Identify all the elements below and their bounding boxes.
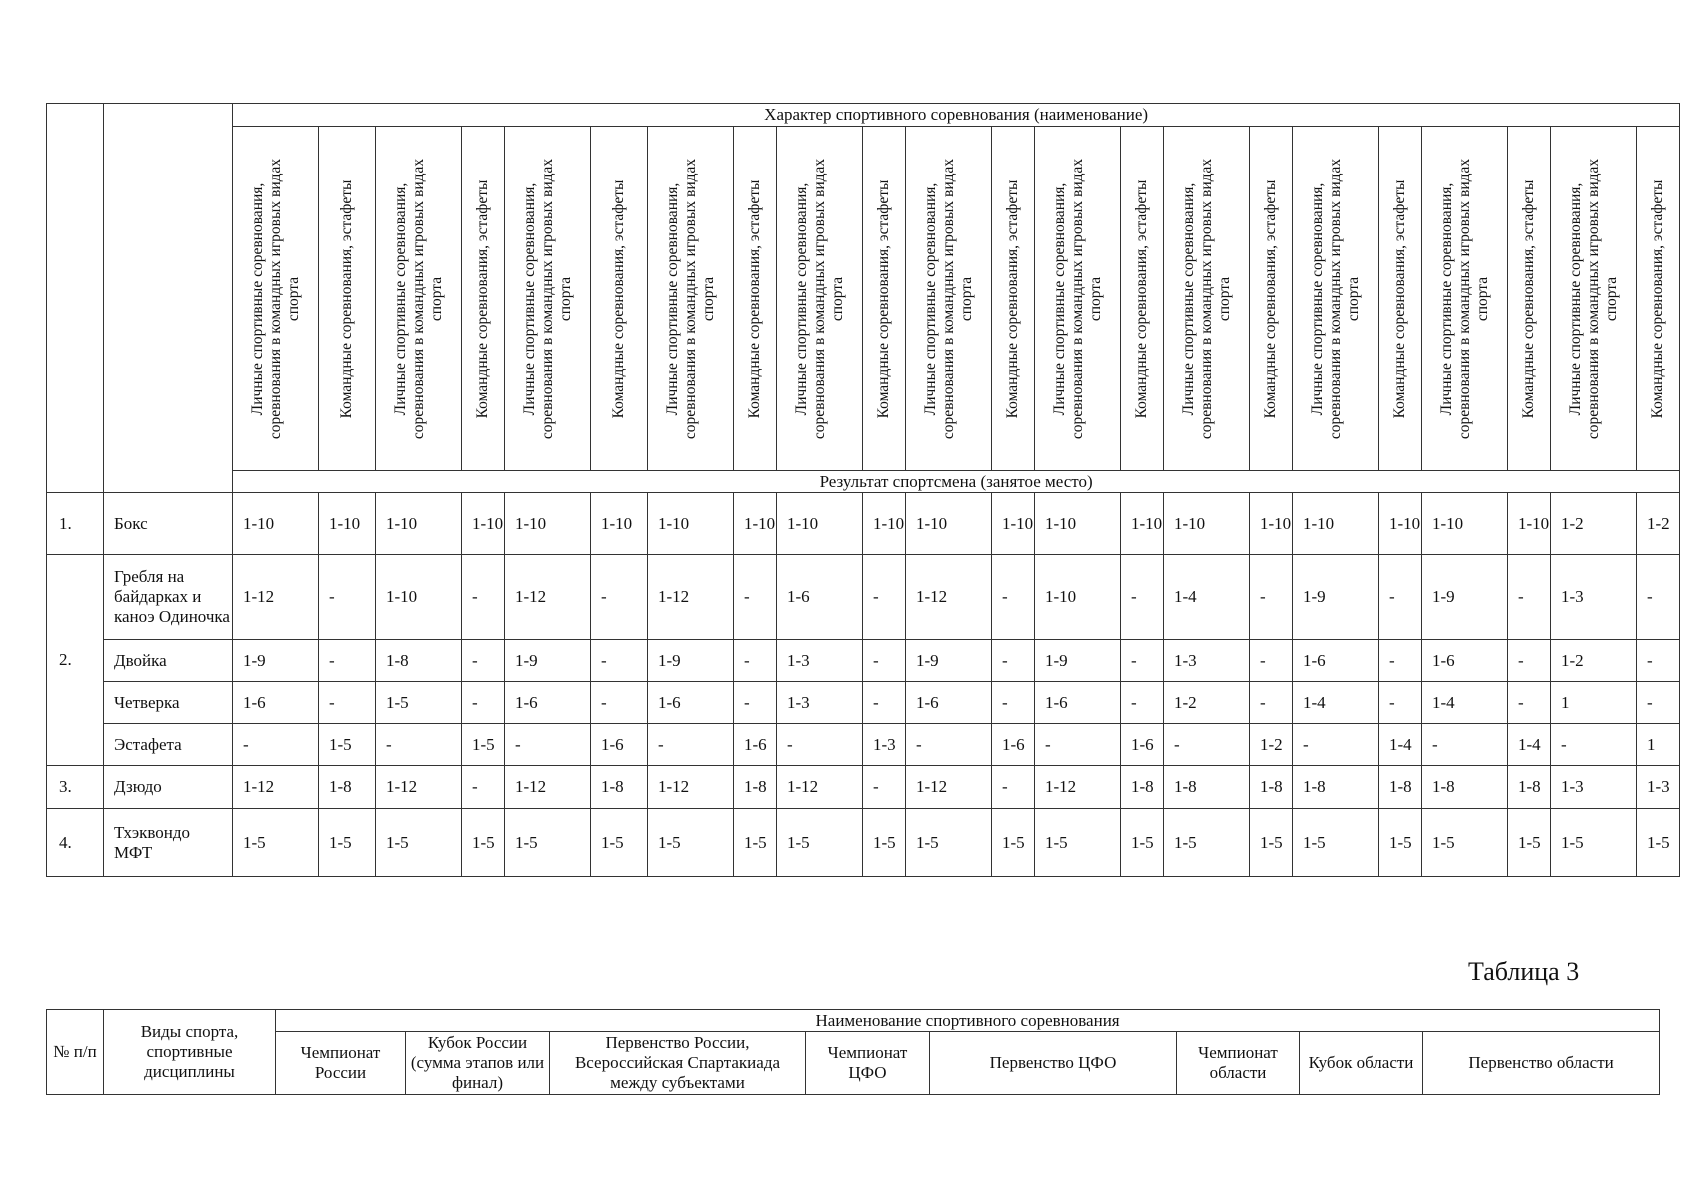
result-cell: -: [906, 724, 992, 766]
sport-results-table: [46, 103, 1680, 877]
result-cell: 1-6: [1121, 724, 1164, 766]
result-cell: 1-3: [1164, 640, 1250, 682]
result-cell: 1-2: [1164, 682, 1250, 724]
result-cell: 1-3: [777, 640, 863, 682]
result-cell: 1-5: [319, 724, 376, 766]
competition-type-label: Командные соревнования, эстафеты: [474, 179, 491, 418]
result-cell: 1-2: [1250, 724, 1293, 766]
result-cell: 1-12: [648, 766, 734, 809]
result-cell: -: [591, 682, 648, 724]
competition-name: Кубок области: [1300, 1032, 1423, 1095]
competition-type-label: Личные спортивные соревнования, соревнования в командных игровых видах спорта: [248, 158, 302, 439]
result-cell: -: [1250, 682, 1293, 724]
result-cell: 1-12: [376, 766, 462, 809]
result-cell: 1-4: [1508, 724, 1551, 766]
result-cell: 1-8: [1164, 766, 1250, 809]
result-cell: 1-5: [376, 809, 462, 877]
result-cell: -: [863, 682, 906, 724]
result-cell: 1-10: [648, 493, 734, 555]
result-cell: -: [1379, 640, 1422, 682]
table-row: [47, 766, 1680, 809]
row-number: 4.: [47, 809, 104, 877]
result-cell: 1-9: [1293, 555, 1379, 640]
result-cell: 1-5: [648, 809, 734, 877]
competition-type-label: Личные спортивные соревнования, соревнования в командных игровых видах спорта: [921, 158, 975, 439]
result-cell: 1-5: [1250, 809, 1293, 877]
result-cell: -: [376, 724, 462, 766]
result-cell: -: [992, 766, 1035, 809]
competition-type-header: [376, 127, 462, 471]
competition-type-label: Личные спортивные соревнования, соревнования в командных игровых видах спорта: [1437, 158, 1491, 439]
competition-type-label: Личные спортивные соревнования, соревнования в командных игровых видах спорта: [1566, 158, 1620, 439]
result-cell: 1-10: [233, 493, 319, 555]
competition-type-label: Командные соревнования, эстафеты: [1262, 179, 1279, 418]
result-cell: -: [1551, 724, 1637, 766]
competition-type-label: Командные соревнования, эстафеты: [1004, 179, 1021, 418]
competition-name: Чемпионат ЦФО: [806, 1032, 930, 1095]
result-cell: 1-3: [863, 724, 906, 766]
result-cell: 1-10: [906, 493, 992, 555]
sport-discipline-name: Дзюдо: [104, 766, 233, 809]
result-cell: -: [1508, 640, 1551, 682]
competition-type-label: Командные соревнования, эстафеты: [1649, 179, 1667, 418]
result-cell: 1-3: [777, 682, 863, 724]
result-cell: -: [777, 724, 863, 766]
result-cell: 1-5: [734, 809, 777, 877]
result-cell: 1-5: [1422, 809, 1508, 877]
result-cell: 1-9: [906, 640, 992, 682]
competition-type-label: Командные соревнования, эстафеты: [875, 179, 892, 418]
competition-type-label: Личные спортивные соревнования, соревнования в командных игровых видах спорта: [520, 158, 574, 439]
result-cell: 1-9: [505, 640, 591, 682]
result-cell: -: [462, 640, 505, 682]
result-cell: -: [863, 555, 906, 640]
result-cell: 1-5: [376, 682, 462, 724]
result-cell: 1-6: [591, 724, 648, 766]
competition-type-header: [992, 127, 1035, 471]
corner-sport-cell: [104, 104, 233, 493]
result-cell: -: [1379, 682, 1422, 724]
sport-discipline-name: Бокс: [104, 493, 233, 555]
table-row: [47, 555, 1680, 640]
competition-type-header: [591, 127, 648, 471]
competition-type-label: Личные спортивные соревнования, соревнования в командных игровых видах спорта: [663, 158, 717, 439]
result-cell: 1-8: [734, 766, 777, 809]
competition-type-label: Командные соревнования, эстафеты: [1520, 179, 1537, 418]
result-cell: 1-12: [233, 555, 319, 640]
result-cell: 1-5: [1035, 809, 1121, 877]
result-cell: 1-10: [777, 493, 863, 555]
result-cell: 1-9: [648, 640, 734, 682]
result-cell: 1-4: [1422, 682, 1508, 724]
result-cell: -: [505, 724, 591, 766]
competition-type-header: [233, 127, 319, 471]
competition-name: Первенство России, Всероссийская Спартакиада между субъектами: [550, 1032, 806, 1095]
competition-type-header: [319, 127, 376, 471]
table-row: [47, 724, 1680, 766]
result-cell: 1-5: [1164, 809, 1250, 877]
result-cell: -: [734, 640, 777, 682]
result-cell: 1-5: [992, 809, 1035, 877]
result-cell: -: [992, 555, 1035, 640]
result-cell: -: [734, 682, 777, 724]
result-cell: -: [462, 766, 505, 809]
competition-name: Первенство области: [1423, 1032, 1660, 1095]
result-cell: -: [591, 555, 648, 640]
row-number: 1.: [47, 493, 104, 555]
result-cell: 1: [1551, 682, 1637, 724]
result-cell: -: [1422, 724, 1508, 766]
result-cell: 1-12: [906, 766, 992, 809]
result-cell: 1-5: [1379, 809, 1422, 877]
result-cell: -: [1250, 555, 1293, 640]
competition-type-label: Личные спортивные соревнования, соревнования в командных игровых видах спорта: [1308, 158, 1362, 439]
result-cell: 1-8: [591, 766, 648, 809]
competition-type-label: Командные соревнования, эстафеты: [1391, 179, 1408, 418]
result-cell: -: [1508, 555, 1551, 640]
result-cell: -: [1164, 724, 1250, 766]
athlete-result-header: Результат спортсмена (занятое место): [233, 471, 1680, 493]
result-cell: 1-8: [1121, 766, 1164, 809]
competition-name: Чемпионат России: [276, 1032, 406, 1095]
result-cell: 1-10: [992, 493, 1035, 555]
result-cell: 1-12: [648, 555, 734, 640]
result-cell: 1-9: [1035, 640, 1121, 682]
result-cell: 1-6: [734, 724, 777, 766]
sport-discipline-name: Гребля на байдарках и каноэ Одиночка: [104, 555, 233, 640]
result-cell: 1-12: [505, 766, 591, 809]
result-cell: -: [1637, 555, 1680, 640]
column-num-header: № п/п: [47, 1010, 104, 1095]
result-cell: -: [1379, 555, 1422, 640]
result-cell: 1-5: [462, 724, 505, 766]
result-cell: 1-9: [1422, 555, 1508, 640]
result-cell: 1-8: [1379, 766, 1422, 809]
result-cell: -: [462, 682, 505, 724]
competition-type-label: Личные спортивные соревнования, соревнования в командных игровых видах спорта: [1050, 158, 1104, 439]
result-cell: 1-6: [1035, 682, 1121, 724]
result-cell: 1-4: [1164, 555, 1250, 640]
result-cell: -: [863, 766, 906, 809]
result-cell: 1-8: [1422, 766, 1508, 809]
competition-type-header: [906, 127, 992, 471]
corner-num-cell: [47, 104, 104, 493]
competition-character-header: Характер спортивного соревнования (наименование): [233, 104, 1680, 127]
competition-type-label: Личные спортивные соревнования, соревнования в командных игровых видах спорта: [1179, 158, 1233, 439]
result-cell: 1-10: [591, 493, 648, 555]
result-cell: 1-2: [1551, 493, 1637, 555]
competition-type-header: [1551, 127, 1637, 471]
competition-type-header: [1422, 127, 1508, 471]
competition-name: Первенство ЦФО: [930, 1032, 1177, 1095]
result-cell: 1-8: [1508, 766, 1551, 809]
competition-type-header: [777, 127, 863, 471]
result-cell: 1-10: [863, 493, 906, 555]
result-cell: 1-5: [319, 809, 376, 877]
competition-type-header: [505, 127, 591, 471]
competition-type-header: [1637, 127, 1680, 471]
competition-type-header: [734, 127, 777, 471]
result-cell: 1-10: [376, 555, 462, 640]
competition-type-header: [1379, 127, 1422, 471]
result-cell: 1-10: [376, 493, 462, 555]
result-cell: 1-8: [319, 766, 376, 809]
competition-type-header: [1035, 127, 1121, 471]
table-row: [47, 682, 1680, 724]
result-cell: -: [591, 640, 648, 682]
result-cell: -: [734, 555, 777, 640]
result-cell: -: [1637, 682, 1680, 724]
result-cell: -: [1250, 640, 1293, 682]
result-cell: -: [1035, 724, 1121, 766]
result-cell: -: [319, 640, 376, 682]
competition-type-label: Личные спортивные соревнования, соревнования в командных игровых видах спорта: [391, 158, 445, 439]
result-cell: 1: [1637, 724, 1680, 766]
result-cell: 1-12: [233, 766, 319, 809]
result-cell: 1-5: [505, 809, 591, 877]
result-cell: 1-5: [1293, 809, 1379, 877]
sport-discipline-name: Тхэквондо МФТ: [104, 809, 233, 877]
competition-type-label: Командные соревнования, эстафеты: [338, 179, 355, 418]
competition-name: Кубок России (сумма этапов или финал): [406, 1032, 550, 1095]
result-cell: 1-12: [777, 766, 863, 809]
result-cell: -: [1508, 682, 1551, 724]
competition-type-header: [1250, 127, 1293, 471]
result-cell: 1-10: [1379, 493, 1422, 555]
result-cell: 1-10: [1422, 493, 1508, 555]
result-cell: -: [992, 682, 1035, 724]
result-cell: -: [1293, 724, 1379, 766]
result-cell: 1-6: [233, 682, 319, 724]
competition-type-label: Личные спортивные соревнования, соревнования в командных игровых видах спорта: [792, 158, 846, 439]
result-cell: 1-10: [1293, 493, 1379, 555]
result-cell: 1-2: [1551, 640, 1637, 682]
result-cell: -: [648, 724, 734, 766]
result-cell: 1-5: [863, 809, 906, 877]
result-cell: 1-5: [906, 809, 992, 877]
result-cell: 1-6: [1422, 640, 1508, 682]
competition-name: Чемпионат области: [1177, 1032, 1300, 1095]
competition-type-header: [648, 127, 734, 471]
result-cell: 1-5: [462, 809, 505, 877]
column-sport-header: Виды спорта, спортивные дисциплины: [104, 1010, 276, 1095]
result-cell: 1-12: [505, 555, 591, 640]
result-cell: 1-6: [906, 682, 992, 724]
result-cell: 1-10: [1121, 493, 1164, 555]
result-cell: 1-10: [1508, 493, 1551, 555]
result-cell: 1-5: [1551, 809, 1637, 877]
result-cell: -: [1121, 640, 1164, 682]
result-cell: 1-3: [1551, 555, 1637, 640]
result-cell: 1-10: [505, 493, 591, 555]
table-row: [47, 809, 1680, 877]
result-cell: 1-10: [1035, 493, 1121, 555]
result-cell: -: [319, 555, 376, 640]
result-cell: -: [992, 640, 1035, 682]
result-cell: 1-5: [591, 809, 648, 877]
result-cell: 1-4: [1293, 682, 1379, 724]
result-cell: -: [1637, 640, 1680, 682]
competition-type-header: [462, 127, 505, 471]
competition-type-header: [1121, 127, 1164, 471]
result-cell: 1-9: [233, 640, 319, 682]
result-cell: -: [462, 555, 505, 640]
result-cell: 1-5: [233, 809, 319, 877]
result-cell: 1-12: [906, 555, 992, 640]
result-cell: 1-12: [1035, 766, 1121, 809]
table-3-caption: Таблица 3: [1468, 957, 1580, 986]
row-number: 2.: [47, 555, 104, 766]
competition-type-header: [1508, 127, 1551, 471]
result-cell: 1-3: [1637, 766, 1680, 809]
table-row: [47, 493, 1680, 555]
result-cell: -: [319, 682, 376, 724]
result-cell: 1-10: [462, 493, 505, 555]
result-cell: 1-6: [505, 682, 591, 724]
result-cell: 1-5: [1121, 809, 1164, 877]
competition-type-label: Командные соревнования, эстафеты: [746, 179, 763, 418]
result-cell: 1-10: [319, 493, 376, 555]
competition-name-header: Наименование спортивного соревнования: [276, 1010, 1660, 1032]
result-cell: 1-3: [1551, 766, 1637, 809]
result-cell: 1-10: [1250, 493, 1293, 555]
result-cell: 1-8: [376, 640, 462, 682]
sport-discipline-name: Четверка: [104, 682, 233, 724]
result-cell: 1-6: [1293, 640, 1379, 682]
result-cell: 1-6: [648, 682, 734, 724]
result-cell: -: [233, 724, 319, 766]
result-cell: -: [1121, 682, 1164, 724]
result-cell: 1-10: [734, 493, 777, 555]
result-cell: 1-10: [1035, 555, 1121, 640]
result-cell: 1-6: [777, 555, 863, 640]
row-number: 3.: [47, 766, 104, 809]
competition-type-header: [863, 127, 906, 471]
result-cell: -: [1121, 555, 1164, 640]
result-cell: -: [863, 640, 906, 682]
result-cell: 1-8: [1293, 766, 1379, 809]
competition-names-table: [46, 1009, 1660, 1095]
competition-type-label: Командные соревнования, эстафеты: [610, 179, 627, 418]
table-row: [47, 640, 1680, 682]
result-cell: 1-5: [777, 809, 863, 877]
result-cell: 1-4: [1379, 724, 1422, 766]
result-cell: 1-6: [992, 724, 1035, 766]
competition-type-label: Командные соревнования, эстафеты: [1133, 179, 1150, 418]
result-cell: 1-10: [1164, 493, 1250, 555]
result-cell: 1-2: [1637, 493, 1680, 555]
competition-type-header: [1293, 127, 1379, 471]
competition-type-header: [1164, 127, 1250, 471]
sport-discipline-name: Эстафета: [104, 724, 233, 766]
result-cell: 1-5: [1508, 809, 1551, 877]
result-cell: 1-8: [1250, 766, 1293, 809]
result-cell: 1-5: [1637, 809, 1680, 877]
sport-discipline-name: Двойка: [104, 640, 233, 682]
